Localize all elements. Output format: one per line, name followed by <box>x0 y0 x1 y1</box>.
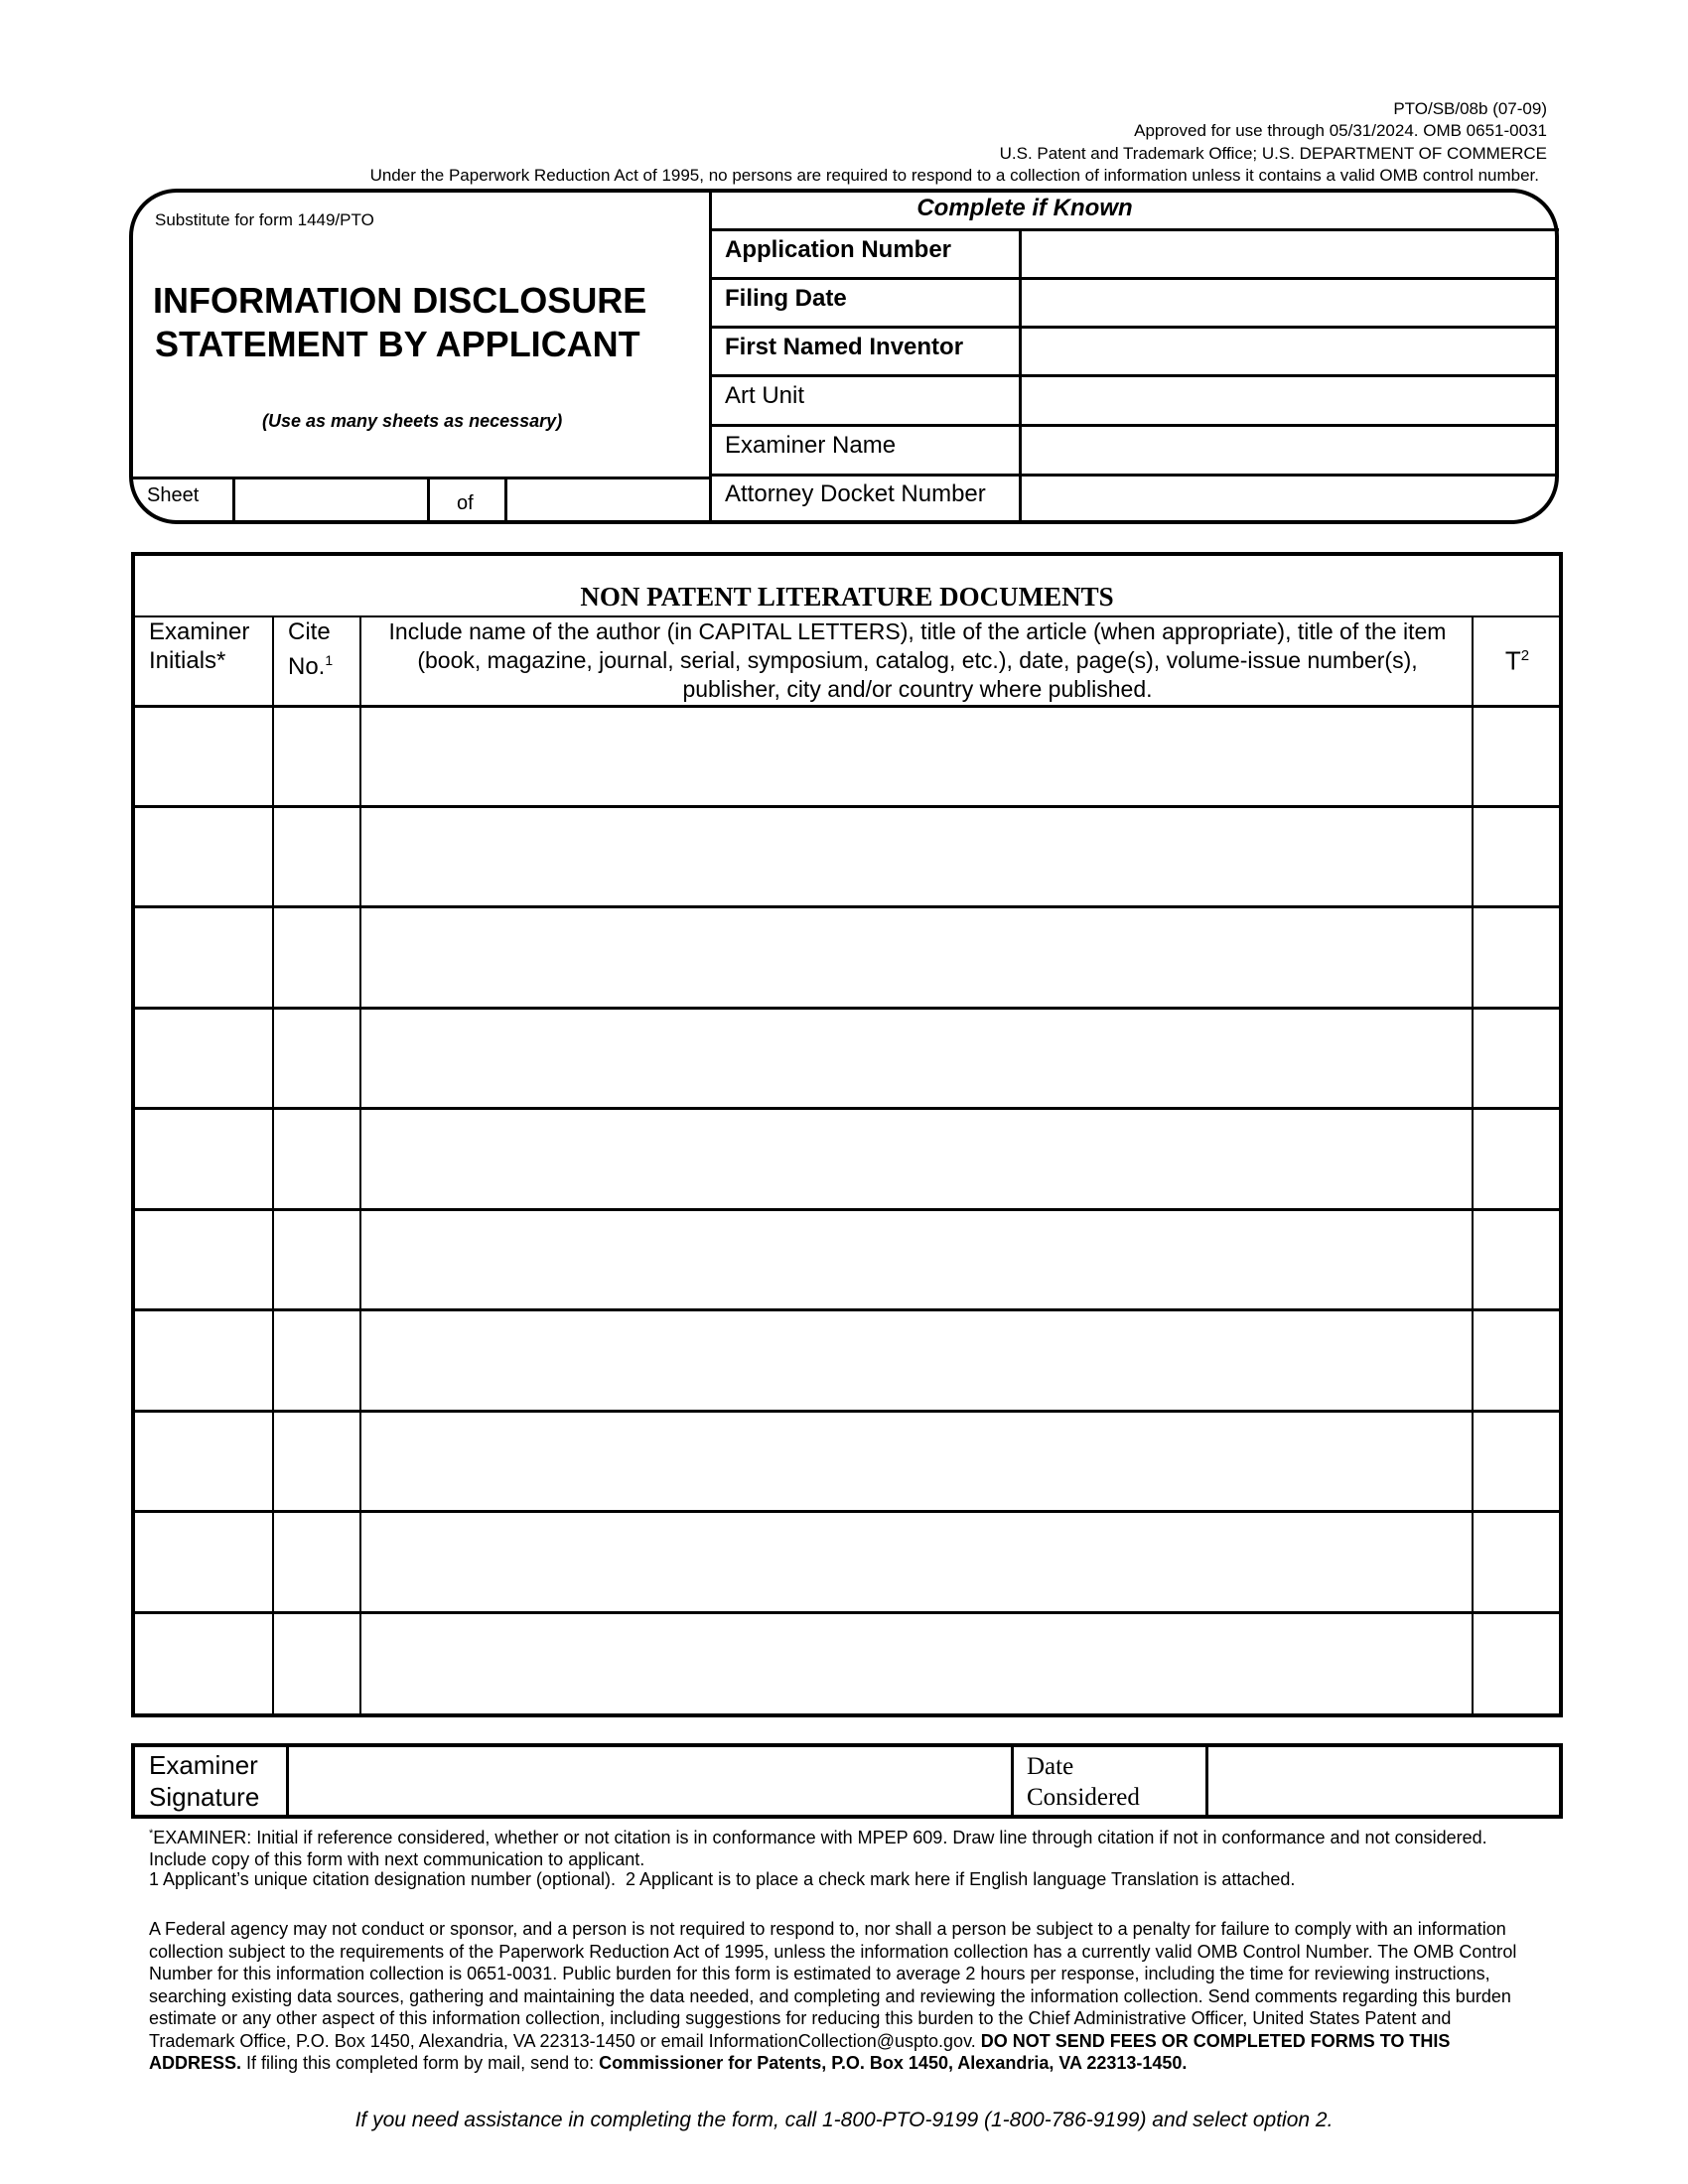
filing-date-label: Filing Date <box>725 285 847 312</box>
sheet-number-field[interactable] <box>236 480 425 522</box>
paperwork-notice: Under the Paperwork Reduction Act of 1995, no persons are required to respond to a collection of information unless it contains a valid OMB control number. <box>369 166 1539 185</box>
examiner-name-field[interactable] <box>1023 428 1555 472</box>
citation-footnotes <box>149 1868 1539 1890</box>
art-unit-field[interactable] <box>1023 378 1555 422</box>
first-named-inventor-field[interactable] <box>1023 330 1555 373</box>
of-label: of <box>457 492 474 514</box>
table-row[interactable] <box>135 1513 1563 1609</box>
examiner-signature-field[interactable] <box>290 1747 1009 1815</box>
examiner-signature-table <box>131 1743 1563 1819</box>
cite-no-header: Cite No.$^1$ <box>288 618 334 680</box>
examiner-name-label: Examiner Name <box>725 432 897 459</box>
application-number-label: Application Number <box>725 236 952 263</box>
citation-description-header: Include name of the author (in CAPITAL LETTERS), title of the article (when appropriate), title of the item (book, magazine, journal, serial, symposium, catalog, etc.), date, page(s), volume-issue number(s), publisher, city and/or country where published. <box>388 618 1447 702</box>
sheet-label: Sheet <box>147 484 200 506</box>
agency-name: U.S. Patent and Trademark Office; U.S. DEPARTMENT OF COMMERCE <box>999 144 1547 163</box>
table-row[interactable] <box>135 1211 1563 1307</box>
npl-documents-table <box>131 552 1563 1717</box>
table-row[interactable] <box>135 1010 1563 1106</box>
filing-date-field[interactable] <box>1023 281 1555 325</box>
table-row[interactable] <box>135 808 1563 904</box>
table-row[interactable] <box>135 1110 1563 1206</box>
form-title-line1: INFORMATION DISCLOSURE <box>153 280 647 321</box>
translation-header: $T^2$ <box>1504 645 1530 676</box>
date-considered-field[interactable] <box>1209 1747 1559 1815</box>
table-row[interactable] <box>135 708 1563 804</box>
use-sheets-note: (Use as many sheets as necessary) <box>262 411 563 431</box>
npl-table-title: NON PATENT LITERATURE DOCUMENTS <box>580 582 1114 612</box>
attorney-docket-number-label: Attorney Docket Number <box>725 480 986 507</box>
examiner-signature-label: Examiner Signature <box>149 1750 260 1812</box>
complete-if-known-heading: Complete if Known <box>916 195 1133 221</box>
attorney-docket-number-field[interactable] <box>1023 478 1539 521</box>
application-number-field[interactable] <box>1023 232 1555 276</box>
form-title-line2: STATEMENT BY APPLICANT <box>155 324 640 364</box>
examiner-footnote: *EXAMINER: Initial if reference considered, whether or not citation is in conformance with MPEP 609. Draw line through citation if not in conformance and not considered. Include copy of this form with next communication to applicant. <box>149 1828 1487 1869</box>
footnote-2: 2 Applicant is to place a check mark here if English language Translation is attached. <box>626 1869 1296 1889</box>
art-unit-label: Art Unit <box>725 382 805 409</box>
burden-statement: A Federal agency may not conduct or sponsor, and a person is not required to respond to, nor shall a person be subject to a penalty for failure to comply with an information collection subject to the requirements of the Paperwork Reduction Act of 1995, unless the information collection has a currently valid OMB Control Number. The OMB Control Number for this information collection is 0651-0031. Public burden for this form is estimated to average 2 hours per response, including the time for reviewing instructions, searching existing data sources, gathering and maintaining the data needed, and completing and reviewing the information collection. Send comments regarding this burden estimate or any other aspect of this information collection, including suggestions for reducing this burden to the Chief Administrative Officer, United States Patent and Trademark Office, P.O. Box 1450, Alexandria, VA 22313-1450 or email InformationCollection@uspto.gov. DO NOT SEND FEES OR COMPLETED FORMS TO THIS ADDRESS. If filing this completed form by mail, send to: Commissioner for Patents, P.O. Box 1450, Alexandria, VA 22313-1450. <box>149 1919 1517 2073</box>
examiner-initials-header: Examiner Initials* <box>149 618 250 674</box>
table-row[interactable] <box>135 1413 1563 1509</box>
omb-approval: Approved for use through 05/31/2024. OMB 0651-0031 <box>1134 121 1547 140</box>
footnote-1: 1 Applicant’s unique citation designation number (optional). <box>149 1869 616 1889</box>
table-row[interactable] <box>135 908 1563 1005</box>
form-header-box <box>129 189 1559 524</box>
date-considered-label: Date Considered <box>1027 1753 1140 1811</box>
sheet-total-field[interactable] <box>508 480 707 522</box>
assistance-note: If you need assistance in completing the form, call 1-800-PTO-9199 (1-800-786-9199) and select option 2. <box>354 2109 1334 2131</box>
substitute-form-label: Substitute for form 1449/PTO <box>155 210 374 229</box>
form-number: PTO/SB/08b (07-09) <box>1393 99 1547 118</box>
first-named-inventor-label: First Named Inventor <box>725 334 964 360</box>
table-row[interactable] <box>135 1614 1563 1711</box>
table-row[interactable] <box>135 1311 1563 1408</box>
